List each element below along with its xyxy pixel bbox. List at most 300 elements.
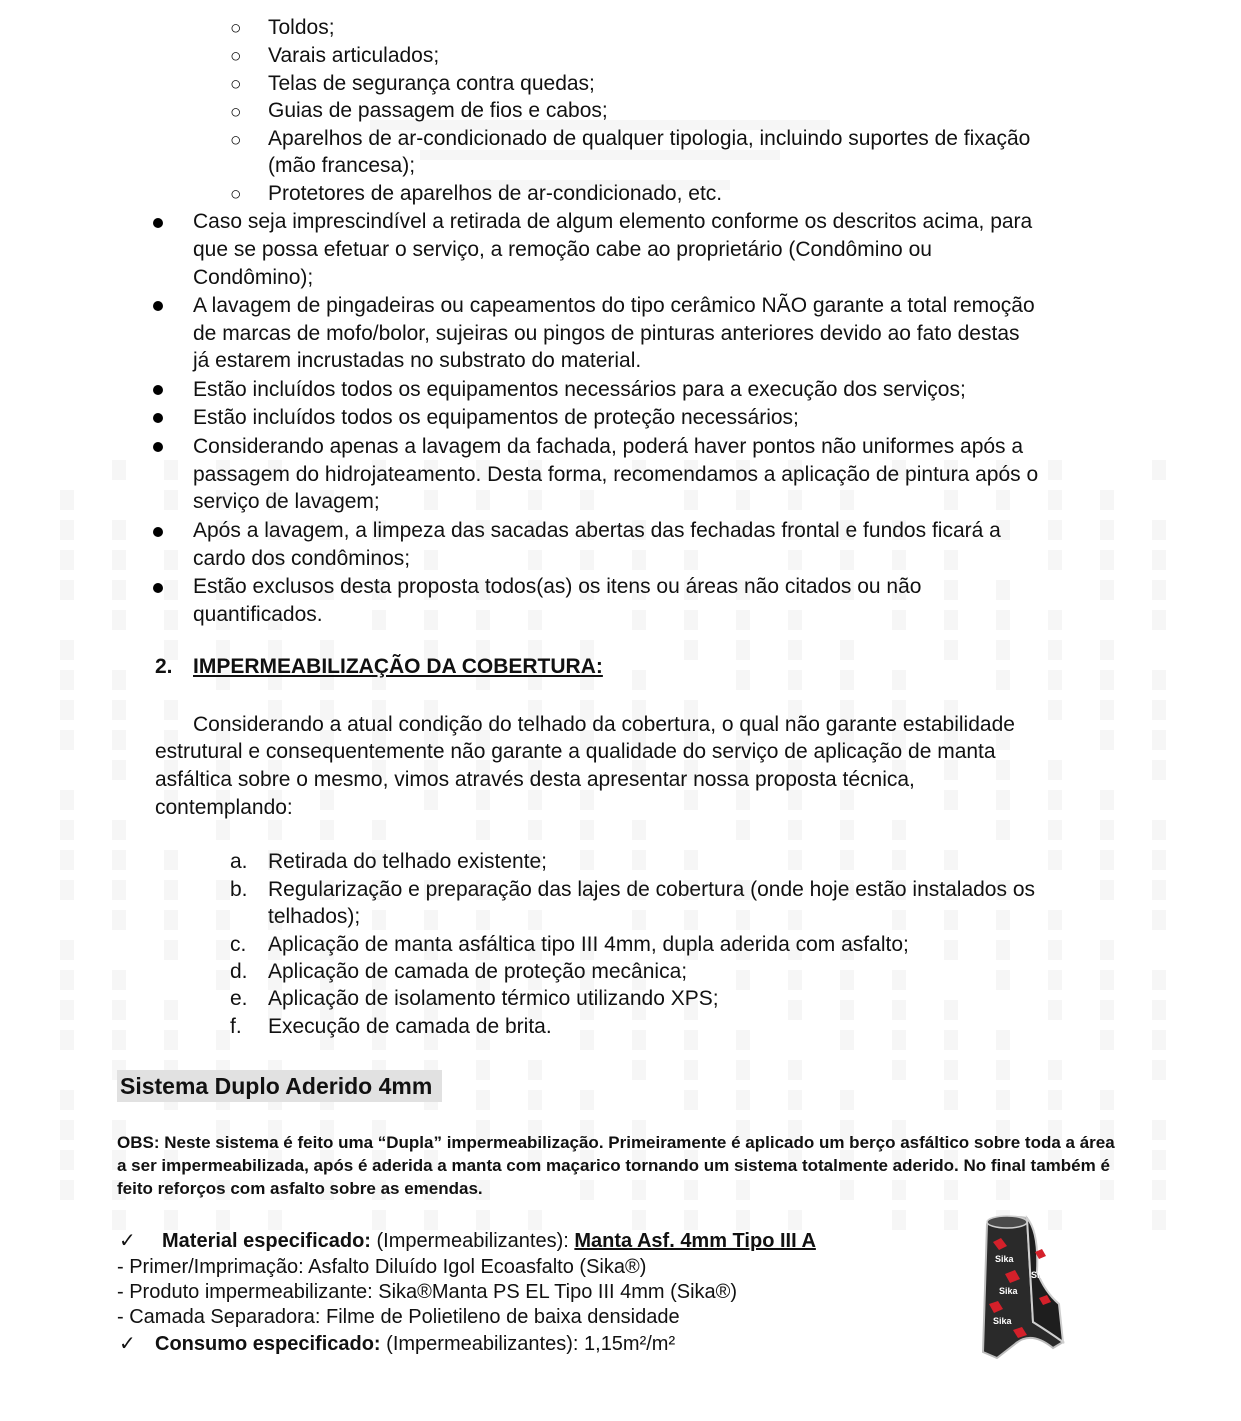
watermark-window — [528, 1060, 542, 1080]
watermark-window — [788, 1210, 802, 1230]
watermark-window — [684, 1030, 698, 1050]
watermark-window — [1152, 910, 1166, 930]
watermark-window — [632, 1210, 646, 1230]
watermark-window — [1152, 1210, 1166, 1230]
watermark-window — [164, 490, 178, 510]
watermark-window — [112, 970, 126, 990]
watermark-window — [372, 910, 386, 930]
watermark-window — [112, 550, 126, 570]
list-item: Aplicação de isolamento térmico utilizando XPS; — [268, 987, 719, 1010]
watermark-window — [1100, 580, 1114, 600]
section-title: IMPERMEABILIZAÇÃO DA COBERTURA: — [193, 655, 603, 678]
watermark-window — [216, 910, 230, 930]
watermark-window — [632, 670, 646, 690]
watermark-window — [788, 910, 802, 930]
watermark-window — [1048, 520, 1062, 540]
watermark-window — [1048, 670, 1062, 690]
watermark-window — [1152, 580, 1166, 600]
watermark-window — [60, 1180, 74, 1200]
watermark-window — [996, 610, 1010, 630]
sub-bullet-marker: ○ — [230, 46, 242, 67]
watermark-window — [1152, 700, 1166, 720]
consumo-spec — [155, 1332, 675, 1357]
watermark-window — [788, 1090, 802, 1110]
sub-bullet-marker: ○ — [230, 74, 242, 95]
watermark-window — [476, 1060, 490, 1080]
watermark-window — [476, 610, 490, 630]
watermark-window — [996, 640, 1010, 660]
bullet-line: Estão incluídos todos os equipamentos de proteção necessários; — [193, 406, 799, 429]
watermark-window — [320, 820, 334, 840]
watermark-window — [424, 910, 438, 930]
watermark-window — [1152, 520, 1166, 540]
watermark-window — [1048, 850, 1062, 870]
watermark-window — [736, 910, 750, 930]
watermark-window — [736, 490, 750, 510]
watermark-window — [112, 1030, 126, 1050]
watermark-window — [632, 1030, 646, 1050]
watermark-window — [840, 1090, 854, 1110]
watermark-window — [892, 1210, 906, 1230]
watermark-window — [944, 790, 958, 810]
watermark-window — [372, 820, 386, 840]
watermark-window — [1048, 640, 1062, 660]
watermark-window — [996, 760, 1010, 780]
checkmark-icon: ✓ — [119, 1333, 136, 1355]
watermark-window — [1152, 1120, 1166, 1140]
watermark-window — [216, 970, 230, 990]
watermark-window — [476, 820, 490, 840]
watermark-window — [528, 910, 542, 930]
material-spec — [162, 1229, 816, 1254]
watermark-window — [736, 1090, 750, 1110]
list-marker: e. — [230, 987, 248, 1010]
sub-item: (mão francesa); — [268, 154, 416, 177]
watermark-window — [60, 1000, 74, 1020]
watermark-window — [580, 490, 594, 510]
watermark-window — [1100, 820, 1114, 840]
watermark-window — [1048, 610, 1062, 630]
watermark-window — [892, 670, 906, 690]
watermark-window — [996, 1030, 1010, 1050]
consumo-value: (Impermeabilizantes): 1,15m²/m² — [380, 1333, 676, 1355]
watermark-window — [736, 1210, 750, 1230]
watermark-window — [268, 820, 282, 840]
bullet-dot — [153, 218, 163, 228]
bullet-line: de marcas de mofo/bolor, sujeiras ou pingos de pinturas anteriores devido ao fato destas — [193, 322, 1020, 345]
watermark-window — [424, 550, 438, 570]
roll-brand-label: Sika — [999, 1286, 1018, 1296]
watermark-window — [580, 1090, 594, 1110]
watermark-window — [684, 490, 698, 510]
watermark-window — [996, 940, 1010, 960]
list-item: Retirada do telhado existente; — [268, 850, 548, 873]
roll-brand-label: Sika — [993, 1316, 1012, 1326]
roll-brand-label: Sika — [1031, 1270, 1050, 1280]
watermark-window — [1152, 850, 1166, 870]
sub-bullet-marker: ○ — [230, 184, 242, 205]
watermark-window — [944, 940, 958, 960]
watermark-window — [944, 1030, 958, 1050]
material-value: Manta Asf. 4mm Tipo III A — [574, 1230, 816, 1252]
watermark-window — [1048, 1060, 1062, 1080]
sub-item: Aparelhos de ar-condicionado de qualquer tipologia, incluindo suportes de fixação — [268, 127, 1031, 150]
watermark-window — [1152, 970, 1166, 990]
watermark-window — [840, 1030, 854, 1050]
watermark-window — [580, 820, 594, 840]
watermark-window — [840, 550, 854, 570]
watermark-window — [840, 970, 854, 990]
sub-bullet-marker: ○ — [230, 102, 242, 123]
watermark-window — [268, 1210, 282, 1230]
watermark-window — [996, 580, 1010, 600]
watermark-window — [528, 610, 542, 630]
watermark-window — [996, 490, 1010, 510]
bullet-line: Condômino); — [193, 266, 314, 289]
bullet-line: Após a lavagem, a limpeza das sacadas abertas das fechadas frontal e fundos ficará a — [193, 519, 1001, 542]
sub-item: Telas de segurança contra quedas; — [268, 72, 595, 95]
watermark-window — [840, 490, 854, 510]
bullet-line: A lavagem de pingadeiras ou capeamentos do tipo cerâmico NÃO garante a total remoção — [193, 294, 1035, 317]
watermark-window — [840, 820, 854, 840]
watermark-window — [1100, 880, 1114, 900]
watermark-window — [112, 730, 126, 750]
watermark-window — [892, 1030, 906, 1050]
material-mid: (Impermeabilizantes): — [370, 1230, 575, 1252]
watermark-window — [736, 970, 750, 990]
watermark-window — [60, 1090, 74, 1110]
bullet-line: quantificados. — [193, 603, 323, 626]
watermark-window — [476, 910, 490, 930]
watermark-window — [216, 940, 230, 960]
watermark-window — [788, 490, 802, 510]
watermark-window — [476, 1210, 490, 1230]
watermark-window — [112, 910, 126, 930]
list-marker: c. — [230, 933, 247, 956]
watermark-window — [1152, 1030, 1166, 1050]
watermark-window — [892, 850, 906, 870]
watermark-window — [1048, 760, 1062, 780]
watermark-window — [892, 550, 906, 570]
bullet-dot — [153, 527, 163, 537]
watermark-window — [528, 490, 542, 510]
watermark-window — [788, 850, 802, 870]
bullet-line: serviço de lavagem; — [193, 490, 380, 513]
bullet-line: Estão exclusos desta proposta todos(as) os itens ou áreas não citados ou não — [193, 575, 922, 598]
sub-bullet-marker: ○ — [230, 130, 242, 151]
watermark-window — [60, 1030, 74, 1050]
watermark-window — [944, 1060, 958, 1080]
watermark-window — [1100, 700, 1114, 720]
watermark-window — [684, 910, 698, 930]
watermark-window — [60, 850, 74, 870]
watermark-window — [632, 910, 646, 930]
watermark-window — [1100, 940, 1114, 960]
list-marker: a. — [230, 850, 248, 873]
bullet-line: Caso seja imprescindível a retirada de algum elemento conforme os descritos acima, para — [193, 210, 1033, 233]
watermark-window — [528, 550, 542, 570]
watermark-window — [112, 460, 126, 480]
watermark-window — [892, 1000, 906, 1020]
watermark-window — [424, 490, 438, 510]
watermark-window — [1048, 700, 1062, 720]
checkmark-icon: ✓ — [119, 1230, 136, 1252]
list-marker: b. — [230, 878, 248, 901]
watermark-window — [60, 940, 74, 960]
watermark-window — [528, 1210, 542, 1230]
watermark-window — [112, 820, 126, 840]
watermark-window — [684, 1060, 698, 1080]
watermark-window — [112, 610, 126, 630]
watermark-window — [788, 670, 802, 690]
watermark-window — [164, 460, 178, 480]
watermark-window — [892, 970, 906, 990]
watermark-window — [60, 580, 74, 600]
watermark-window — [112, 850, 126, 870]
section-number: 2. — [155, 655, 173, 678]
bullet-line: Considerando apenas a lavagem da fachada, poderá haver pontos não uniformes após a — [193, 435, 1024, 458]
watermark-window — [1152, 1060, 1166, 1080]
system-obs: OBS: Neste sistema é feito uma “Dupla” impermeabilização. Primeiramente é aplicado um berço asfáltico sobre toda a área a ser impermeabilizada, após é aderida a manta com maçarico tornando um sistema totalmente aderido. No final também é feito reforços com asfalto sobre as emendas. — [117, 1133, 1115, 1198]
watermark-window — [944, 1000, 958, 1020]
section-heading — [155, 655, 603, 679]
watermark-window — [164, 1210, 178, 1230]
watermark-window — [736, 820, 750, 840]
watermark-window — [164, 700, 178, 720]
watermark-window — [996, 790, 1010, 810]
watermark-window — [216, 1210, 230, 1230]
watermark-window — [944, 580, 958, 600]
bullet-dot — [153, 301, 163, 311]
watermark-window — [60, 970, 74, 990]
watermark-window — [996, 1090, 1010, 1110]
watermark-window — [1152, 730, 1166, 750]
material-label: Material especificado: — [162, 1230, 371, 1252]
watermark-window — [788, 550, 802, 570]
watermark-window — [684, 640, 698, 660]
watermark-window — [1048, 940, 1062, 960]
watermark-window — [60, 490, 74, 510]
watermark-window — [1100, 970, 1114, 990]
list-marker: f. — [230, 1015, 242, 1038]
watermark-window — [736, 640, 750, 660]
watermark-window — [684, 1210, 698, 1230]
sub-item: Varais articulados; — [268, 44, 440, 67]
watermark-window — [1152, 670, 1166, 690]
watermark-window — [1100, 850, 1114, 870]
watermark-window — [840, 1000, 854, 1020]
watermark-window — [1048, 820, 1062, 840]
watermark-window — [372, 1210, 386, 1230]
watermark-window — [788, 820, 802, 840]
watermark-window — [736, 1030, 750, 1050]
watermark-window — [944, 550, 958, 570]
bullet-line: cardo dos condôminos; — [193, 547, 411, 570]
watermark-window — [840, 640, 854, 660]
watermark-window — [1100, 790, 1114, 810]
bullet-line: Estão incluídos todos os equipamentos necessários para a execução dos serviços; — [193, 378, 966, 401]
watermark-window — [944, 1090, 958, 1110]
watermark-window — [684, 1090, 698, 1110]
sub-item: Guias de passagem de fios e cabos; — [268, 99, 608, 122]
watermark-window — [996, 910, 1010, 930]
watermark-window — [1048, 1090, 1062, 1110]
watermark-window — [1048, 550, 1062, 570]
consumo-label: Consumo especificado: — [155, 1333, 381, 1355]
watermark-window — [996, 820, 1010, 840]
watermark-window — [1048, 790, 1062, 810]
watermark-window — [164, 910, 178, 930]
watermark-window — [164, 550, 178, 570]
bullet-dot — [153, 442, 163, 452]
watermark-window — [60, 1120, 74, 1140]
watermark-window — [1100, 520, 1114, 540]
watermark-window — [1048, 970, 1062, 990]
watermark-window — [112, 670, 126, 690]
watermark-window — [580, 1030, 594, 1050]
watermark-window — [1152, 460, 1166, 480]
watermark-window — [528, 1090, 542, 1110]
watermark-window — [216, 820, 230, 840]
watermark-window — [944, 1210, 958, 1230]
watermark-window — [112, 1000, 126, 1020]
watermark-window — [632, 850, 646, 870]
list-item: telhados); — [268, 905, 361, 928]
watermark-window — [788, 970, 802, 990]
watermark-window — [164, 940, 178, 960]
watermark-window — [736, 670, 750, 690]
watermark-window — [216, 880, 230, 900]
watermark-window — [892, 610, 906, 630]
watermark-window — [684, 550, 698, 570]
watermark-window — [164, 580, 178, 600]
watermark-window — [996, 1060, 1010, 1080]
watermark-window — [996, 970, 1010, 990]
watermark-window — [632, 1060, 646, 1080]
watermark-window — [424, 610, 438, 630]
watermark-window — [372, 610, 386, 630]
watermark-window — [1100, 550, 1114, 570]
watermark-window — [944, 640, 958, 660]
watermark-window — [944, 610, 958, 630]
membrane-roll-image — [975, 1212, 1070, 1360]
watermark-window — [1048, 460, 1062, 480]
list-marker: d. — [230, 960, 248, 983]
watermark-window — [944, 490, 958, 510]
list-item: Regularização e preparação das lajes de cobertura (onde hoje estão instalados os — [268, 878, 1035, 901]
watermark-window — [112, 700, 126, 720]
watermark-window — [788, 640, 802, 660]
watermark-window — [60, 880, 74, 900]
list-item: Aplicação de manta asfáltica tipo III 4mm, dupla aderida com asfalto; — [268, 933, 909, 956]
paragraph-line: contemplando: — [155, 796, 293, 819]
watermark-window — [112, 760, 126, 780]
watermark-window — [892, 820, 906, 840]
watermark-window — [1152, 1180, 1166, 1200]
watermark-window — [1048, 910, 1062, 930]
watermark-window — [1152, 1000, 1166, 1020]
watermark-window — [944, 850, 958, 870]
watermark-window — [424, 1210, 438, 1230]
watermark-window — [840, 850, 854, 870]
system-title: Sistema Duplo Aderido 4mm — [117, 1070, 442, 1102]
watermark-window — [164, 1000, 178, 1020]
watermark-window — [1152, 820, 1166, 840]
watermark-window — [60, 790, 74, 810]
watermark-window — [1100, 1000, 1114, 1020]
watermark-window — [1100, 640, 1114, 660]
sub-bullet-marker: ○ — [230, 18, 242, 39]
watermark-window — [60, 550, 74, 570]
bullet-line: passagem do hidrojateamento. Desta forma, recomendamos a aplicação de pintura após o — [193, 463, 1039, 486]
watermark-window — [1048, 1000, 1062, 1020]
spec-line: - Primer/Imprimação: Asfalto Diluído Igol Ecoasfalto (Sika®) — [117, 1256, 647, 1278]
bullet-line: que se possa efetuar o serviço, a remoção cabe ao proprietário (Condômino ou — [193, 238, 932, 261]
watermark-window — [1152, 1150, 1166, 1170]
watermark-window — [60, 1150, 74, 1170]
watermark-window — [684, 610, 698, 630]
watermark-window — [1100, 1030, 1114, 1050]
spec-line: - Produto impermeabilizante: Sika®Manta PS EL Tipo III 4mm (Sika®) — [117, 1281, 738, 1303]
watermark-window — [476, 1090, 490, 1110]
watermark-window — [632, 550, 646, 570]
watermark-window — [60, 820, 74, 840]
watermark-window — [944, 910, 958, 930]
watermark-window — [580, 550, 594, 570]
paragraph-line: Considerando a atual condição do telhado da cobertura, o qual não garante estabilidade — [193, 713, 1015, 736]
watermark-window — [1152, 550, 1166, 570]
watermark-window — [788, 610, 802, 630]
watermark-window — [164, 610, 178, 630]
watermark-window — [60, 640, 74, 660]
watermark-window — [736, 610, 750, 630]
watermark-window — [164, 850, 178, 870]
spec-line: - Camada Separadora: Filme de Polietileno de baixa densidade — [117, 1306, 680, 1328]
watermark-window — [112, 880, 126, 900]
watermark-window — [112, 520, 126, 540]
list-item: Execução de camada de brita. — [268, 1015, 552, 1038]
bullet-dot — [153, 583, 163, 593]
watermark-window — [996, 670, 1010, 690]
bullet-line: já estarem incrustadas no substrato do material. — [193, 349, 642, 372]
watermark-window — [164, 1030, 178, 1050]
watermark-window — [164, 880, 178, 900]
watermark-window — [1100, 490, 1114, 510]
roll-brand-label: Sika — [995, 1254, 1014, 1264]
watermark-window — [60, 700, 74, 720]
watermark-window — [476, 490, 490, 510]
watermark-window — [1152, 610, 1166, 630]
watermark-window — [1100, 1090, 1114, 1110]
watermark-window — [736, 1060, 750, 1080]
watermark-window — [60, 730, 74, 750]
watermark-window — [892, 1060, 906, 1080]
bullet-dot — [153, 413, 163, 423]
watermark-window — [684, 850, 698, 870]
sub-item: Protetores de aparelhos de ar-condicionado, etc. — [268, 182, 723, 205]
watermark-window — [1152, 880, 1166, 900]
watermark-window — [580, 850, 594, 870]
watermark-window — [112, 580, 126, 600]
watermark-window — [528, 820, 542, 840]
watermark-window — [216, 1030, 230, 1050]
watermark-window — [1100, 730, 1114, 750]
sub-item: Toldos; — [268, 16, 335, 39]
watermark-window — [1152, 760, 1166, 780]
paragraph-line: asfáltica sobre o mesmo, vimos através desta apresentar nossa proposta técnica, — [155, 768, 915, 791]
watermark-window — [632, 610, 646, 630]
watermark-window — [1048, 490, 1062, 510]
